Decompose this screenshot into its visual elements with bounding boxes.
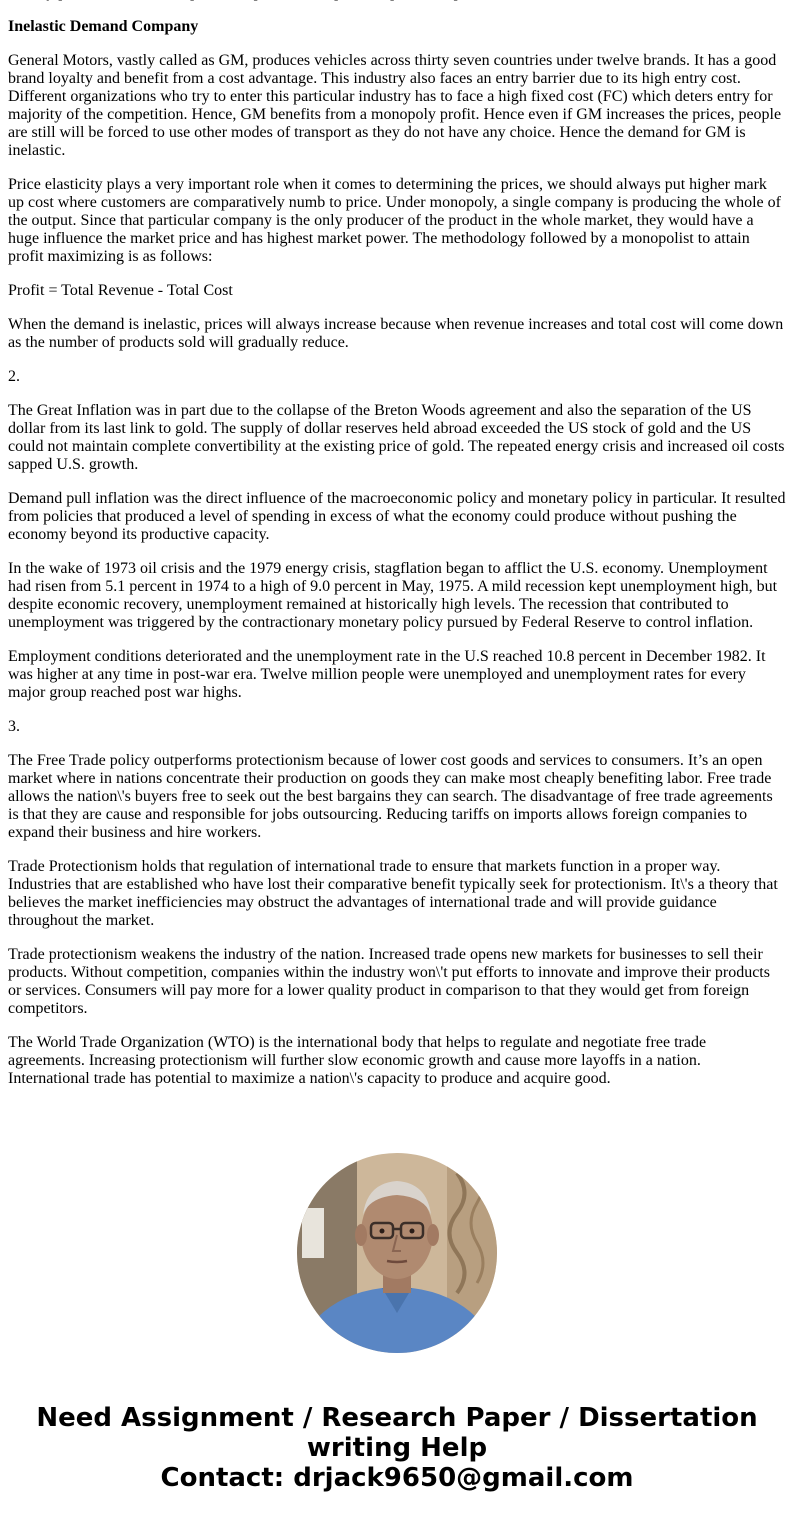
paragraph-free-trade: The Free Trade policy outperforms protectionism because of lower cost goods and services to consumers. It’s an open market where in nations concentrate their production on goods they can make most cheaply benefiting labor. Free trade allows the nation\'s buyers free to seek out the best bargains they can search. The disadvantage of free trade agreements is that they are cause and responsible for jobs outsourcing. Reducing tariffs on imports allows foreign companies to expand their business and hire workers.: [8, 752, 773, 841]
paragraph-protectionism: Trade Protectionism holds that regulation of international trade to ensure that markets function in a proper way. Industries that are established who have lost their comparative benefit typically seek for protectionism. It\'s a theory that believes the market inefficiencies may obstruct the advantages of international trade and will provide guidance throughout the market.: [8, 858, 778, 929]
paragraph-continued: [8, 0, 786, 2]
paragraph-inelastic-demand: When the demand is inelastic, prices will always increase because when revenue increases and total cost will come down as the number of products sold will gradually reduce.: [8, 316, 784, 351]
footer-contact-email: Contact: drjack9650@gmail.com: [160, 1463, 634, 1493]
section-number-2: 2.: [8, 368, 20, 385]
footer-line-2: writing Help: [306, 1433, 488, 1463]
author-avatar: [297, 1153, 497, 1353]
section-heading-inelastic-demand: Inelastic Demand Company: [8, 18, 199, 35]
paragraph-stagflation: In the wake of 1973 oil crisis and the 1979 energy crisis, stagflation began to afflict the U.S. economy. Unemployment had risen from 5.1 percent in 1974 to a high of 9.0 percent in May, 1975. A mild recession kept unemployment high, but despite economic recovery, unemployment remained at historically high levels. The recession that contributed to unemployment was triggered by the contractionary monetary policy pursued by Federal Reserve to control inflation.: [8, 560, 778, 631]
paragraph-gm: General Motors, vastly called as GM, produces vehicles across thirty seven countries under twelve brands. It has a good brand loyalty and benefit from a cost advantage. This industry also faces an entry barrier due to its high entry cost. Different organizations who try to enter this particular industry has to face a high fixed cost (FC) which deters entry for majority of the competition. Hence, GM benefits from a monopoly profit. Hence even if GM increases the prices, people are still will be forced to use other modes of transport as they do not have any choice. Hence the demand for GM is inelastic.: [8, 52, 782, 159]
paragraph-great-inflation: The Great Inflation was in part due to the collapse of the Breton Woods agreement and also the separation of the US dollar from its last link to gold. The supply of dollar reserves held abroad exceeded the US stock of gold and the US could not maintain complete convertibility at the existing price of gold. The repeated energy crisis and increased oil costs sapped U.S. growth.: [8, 402, 785, 473]
paragraph-employment: Employment conditions deteriorated and the unemployment rate in the U.S reached 10.8 percent in December 1982. It was higher at any time in post-war era. Twelve million people were unemployed and unemployment rates for every major group reached post war highs.: [8, 648, 766, 701]
contact-banner: [0, 1403, 794, 1493]
paragraph-protectionism-weakens: Trade protectionism weakens the industry of the nation. Increased trade opens new markets for businesses to sell their products. Without competition, companies within the industry won\'t put efforts to innovate and improve their products or services. Consumers will pay more for a lower quality product in comparison to that they would get from foreign competitors.: [8, 946, 770, 1017]
footer-line-1: Need Assignment / Research Paper / Dissertation: [36, 1403, 758, 1433]
paragraph-price-elasticity: Price elasticity plays a very important role when it comes to determining the prices, we should always put higher mark up cost where customers are comparatively numb to price. Under monopoly, a single company is producing the whole of the output. Since that particular company is the only producer of the product in the whole market, they would have a huge influence the market price and has highest market power. The methodology followed by a monopolist to attain profit maximizing is as follows:: [8, 176, 781, 265]
paragraph-demand-pull: Demand pull inflation was the direct influence of the macroeconomic policy and monetary policy in particular. It resulted from policies that produced a level of spending in excess of what the economy could produce without pushing the economy beyond its productive capacity.: [8, 490, 786, 543]
author-photo: [297, 1153, 497, 1353]
paragraph-wto: The World Trade Organization (WTO) is the international body that helps to regulate and negotiate free trade agreements. Increasing protectionism will further slow economic growth and cause more layoffs in a nation. International trade has potential to maximize a nation\'s capacity to produce and acquire good.: [8, 1034, 707, 1087]
article-body: [8, 0, 786, 1104]
paragraph-profit-formula: Profit = Total Revenue - Total Cost: [8, 282, 233, 299]
section-number-3: 3.: [8, 718, 20, 735]
